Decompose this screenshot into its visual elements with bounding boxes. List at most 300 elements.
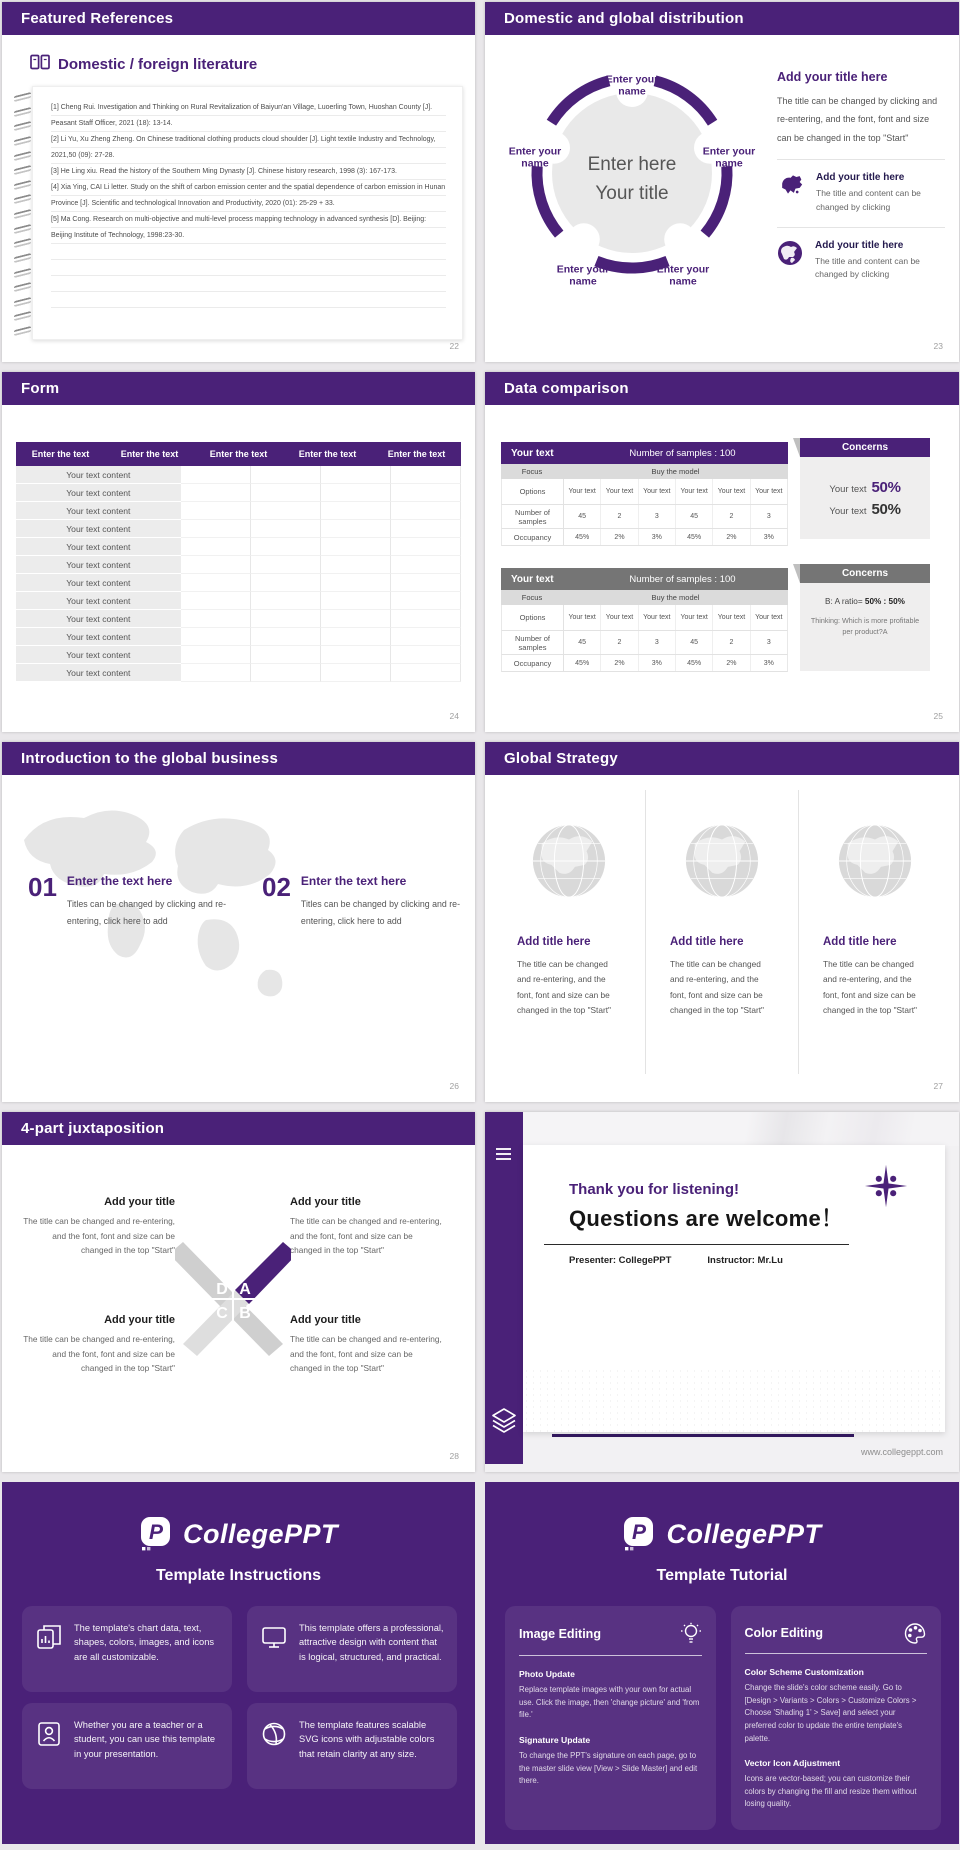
slide-27-global-strategy[interactable] — [485, 742, 959, 1102]
empty-cell — [321, 502, 391, 520]
empty-cell — [181, 574, 251, 592]
slide-thank-you[interactable] — [485, 1112, 959, 1472]
table-header-row — [501, 568, 788, 590]
row-label-cell: Your text content — [16, 592, 181, 610]
item-body: Change the slide's color scheme easily. Go to [Design > Variants > Colors > Customize Colors > Choose 'Shading 1' > Save] and select your preferred color to update the entire template's palette. — [744, 1683, 917, 1743]
list-item — [777, 172, 945, 214]
empty-cell — [391, 646, 461, 664]
slide-24-form[interactable] — [2, 372, 475, 732]
slide-title: Data comparison — [504, 380, 629, 397]
empty-cell — [181, 610, 251, 628]
block-title: Add your title — [290, 1196, 361, 1208]
slide-title-bar — [2, 372, 475, 405]
row-label-cell: Your text content — [16, 628, 181, 646]
table-cell: 3 — [766, 639, 771, 646]
page-number: 26 — [449, 1081, 459, 1091]
numbered-item — [28, 874, 228, 929]
block-body: The title can be changed and re-entering, and the font, font and size can be changed in the top "Start" — [23, 1216, 175, 1256]
slide-23-domestic-global-distribution[interactable] — [485, 2, 959, 362]
item-number: 02 — [262, 872, 291, 902]
diagram-node-label: Enter your name — [656, 263, 710, 288]
tutorial-item — [745, 1667, 928, 1745]
card-text: The template's chart data, text, shapes, colors, images, and icons are all customizable. — [74, 1623, 215, 1662]
table-cell: 2% — [601, 529, 638, 545]
row-label-cell: Your text content — [16, 538, 181, 556]
template-instructions-panel — [2, 1482, 475, 1844]
slide-title-bar — [485, 742, 959, 775]
slide-28-four-part-juxtaposition[interactable] — [2, 1112, 475, 1472]
empty-cell — [391, 502, 461, 520]
block-body: The title can be changed and re-entering, and the font, font and size can be changed in the top "Start" — [290, 1334, 442, 1374]
table-cell: 2% — [713, 655, 750, 671]
column-body: The title can be changed by clicking and re-entering, and the font, font and size can be changed in the top "Start" — [777, 96, 938, 143]
row-label-cell: Your text content — [16, 610, 181, 628]
letter-c: C — [216, 1305, 228, 1322]
instruction-card — [22, 1703, 232, 1789]
empty-cell — [251, 502, 321, 520]
table-row — [16, 628, 461, 646]
reference-entry: [4] Xia Ying, CAI Li letter. Study on the shift of carbon emission center and the spatial dependence of carbon emission in Hunan Province [J]. Scientific and technological Innovation and Productivity, 2020 (01): 25-29 + 33. — [51, 184, 446, 207]
table-cell: 3% — [763, 533, 774, 541]
section-heading-row — [519, 1622, 702, 1656]
empty-cell — [181, 538, 251, 556]
row-label-cell: Your text content — [16, 646, 181, 664]
empty-cell — [391, 664, 461, 682]
questions-welcome-line: Questions are welcome！ — [569, 1206, 844, 1231]
strategy-column — [798, 790, 951, 1074]
focus-value: Buy the model — [651, 467, 700, 476]
page-number: 22 — [449, 341, 459, 351]
block-body: The title can be changed and re-entering, and the font, font and size can be changed in the top "Start" — [290, 1216, 442, 1256]
item-title: Add your title here — [815, 239, 904, 251]
table-row — [16, 664, 461, 682]
numbered-item — [262, 874, 462, 929]
panel-title: Template Tutorial — [656, 1567, 788, 1584]
divider — [777, 159, 945, 160]
item-number: 01 — [28, 872, 57, 902]
column-title: Add title here — [670, 936, 744, 948]
empty-cell — [391, 466, 461, 484]
text-block-bottom-right — [290, 1314, 445, 1376]
ratio-value: 50% : 50% — [864, 597, 905, 606]
id-badge-icon — [35, 1720, 63, 1748]
table-row — [16, 502, 461, 520]
empty-cell — [251, 520, 321, 538]
table-cell: Your text — [755, 488, 783, 495]
card-text: Whether you are a teacher or a student, you can use this template in your presentation. — [74, 1720, 216, 1759]
table-cell: Your text — [676, 479, 713, 504]
ratio-label: B: A ratio= — [825, 597, 863, 606]
instructor-label: Instructor: Mr.Lu — [707, 1255, 783, 1266]
section-heading — [30, 54, 257, 74]
table-header-cell: Enter the text — [298, 449, 357, 459]
item-body: The title and content can be changed by clicking — [815, 255, 920, 280]
table-subheader-row — [501, 464, 788, 479]
empty-cell — [181, 592, 251, 610]
column-title: Add title here — [517, 936, 591, 948]
slide-25-data-comparison[interactable] — [485, 372, 959, 732]
brand-logo — [2, 1482, 475, 1552]
layers-icon — [490, 1406, 518, 1436]
row-cells — [564, 505, 787, 528]
empty-cell — [181, 664, 251, 682]
concerns-header: Concerns — [800, 564, 930, 583]
row-label: Number of samples — [502, 505, 564, 528]
table-title: Your text — [511, 447, 554, 459]
empty-cell — [391, 592, 461, 610]
page-number: 24 — [449, 711, 459, 721]
table-row — [16, 484, 461, 502]
concerns-panel-2 — [793, 564, 930, 671]
slide-title: Featured References — [21, 10, 174, 27]
section-heading-label: Domestic / foreign literature — [58, 55, 258, 73]
page-number: 28 — [449, 1451, 459, 1461]
row-label-cell: Your text content — [16, 484, 181, 502]
table-cell: 45% — [564, 529, 601, 545]
empty-cell — [391, 520, 461, 538]
table-header-cell: Enter the text — [31, 449, 90, 459]
percent-line — [829, 479, 900, 496]
left-purple-bar — [485, 1112, 523, 1464]
hamburger-menu-icon — [496, 1145, 511, 1163]
diagram-node-label: Enter your name — [605, 73, 659, 98]
reference-entry: [1] Cheng Rui. Investigation and Thinking on Rural Revitalization of Baiyun'an Village, Luoerling Town, Huoshan County [J]. Peasant Staff Officer, 2021 (18): 13-14. — [51, 104, 433, 127]
reference-entry: [2] Li Yu, Xu Zheng Zheng. On Chinese traditional clothing products cloud shoulder [J]. Light textile Industry and Technology, 2021,50 (09): 27-28. — [51, 136, 436, 159]
item-body: Titles can be changed by clicking and re-entering, click here to add — [66, 899, 227, 926]
occupancy-row — [501, 655, 788, 672]
tutorial-section-image-editing — [505, 1606, 716, 1830]
column-body: The title can be changed and re-entering, and the font, font and size can be changed in the top "Start" — [517, 959, 611, 1016]
table-cell: 45 — [564, 631, 601, 654]
table-cell: Your text — [639, 479, 676, 504]
table-cell: Your text — [755, 614, 783, 621]
empty-cell — [181, 628, 251, 646]
svg-text:P: P — [148, 1521, 163, 1544]
slide-title: Form — [21, 380, 60, 397]
row-label: Occupancy — [502, 529, 564, 545]
slide-title: 4-part juxtaposition — [21, 1120, 165, 1137]
item-body: Replace template images with your own for actual use. Click the image, then 'change picture' and 'from file.' — [519, 1685, 700, 1720]
thinking-note: Thinking: Which is more profitable per product?A — [810, 616, 920, 637]
empty-cell — [181, 484, 251, 502]
empty-cell — [321, 592, 391, 610]
empty-cell — [181, 502, 251, 520]
empty-cell — [251, 628, 321, 646]
table-row — [16, 466, 461, 484]
palette-icon — [903, 1622, 927, 1644]
empty-cell — [321, 664, 391, 682]
empty-cell — [391, 628, 461, 646]
row-label: Number of samples — [502, 631, 564, 654]
row-cells — [564, 529, 787, 545]
strategy-columns — [493, 790, 951, 1074]
empty-cell — [251, 646, 321, 664]
table-row — [16, 538, 461, 556]
x-ribbon-diagram — [175, 1228, 291, 1358]
empty-cell — [251, 556, 321, 574]
text-block-bottom-left — [20, 1314, 175, 1376]
page-number: 27 — [933, 1081, 943, 1091]
template-tutorial-panel — [485, 1482, 959, 1844]
table-row — [16, 592, 461, 610]
block-title: Add your title — [104, 1314, 175, 1326]
slide-title: Introduction to the global business — [21, 750, 278, 767]
table-header-row — [501, 442, 788, 464]
table-cell: 3 — [639, 505, 676, 528]
empty-cell — [321, 484, 391, 502]
percent-label: Your text — [829, 483, 867, 495]
empty-cell — [181, 520, 251, 538]
reference-entry: [3] He Ling xiu. Read the history of the Southern Ming Dynasty [J]. Chinese history research, 1998 (3): 167-173. — [51, 168, 397, 175]
samples-row — [501, 505, 788, 529]
card-text: This template offers a professional, attractive design with content that is logical, structured, and practical. — [299, 1623, 444, 1662]
block-title: Add your title — [104, 1196, 175, 1208]
table-subheader-row — [501, 590, 788, 605]
empty-cell — [321, 466, 391, 484]
samples-header: Number of samples : 100 — [629, 573, 736, 585]
thank-you-line: Thank you for listening! — [569, 1181, 740, 1198]
list-item — [777, 240, 945, 282]
monitor-icon — [260, 1623, 288, 1651]
book-icon — [30, 54, 50, 74]
empty-cell — [251, 538, 321, 556]
table-cell: 3% — [763, 659, 774, 667]
table-cell: 45 — [676, 631, 713, 654]
table-row — [16, 574, 461, 592]
slide-title: Global Strategy — [504, 750, 618, 767]
options-row — [501, 479, 788, 505]
empty-cell — [391, 574, 461, 592]
letter-b: B — [239, 1305, 251, 1322]
row-cells — [564, 479, 787, 504]
globe-icon — [530, 822, 608, 900]
references-list — [51, 100, 446, 318]
strategy-column — [493, 790, 645, 1074]
bulb-icon — [680, 1622, 702, 1646]
ratio-line — [810, 597, 920, 606]
instruction-card — [247, 1703, 457, 1789]
concerns-header: Concerns — [800, 438, 930, 457]
tutorial-item — [519, 1669, 702, 1722]
empty-cell — [321, 610, 391, 628]
instruction-card — [22, 1606, 232, 1692]
form-table — [16, 442, 461, 682]
item-title: Vector Icon Adjustment — [744, 1758, 841, 1769]
item-title: Signature Update — [519, 1734, 591, 1745]
reference-entry: [5] Ma Cong. Research on multi-objective and multi-level process mapping technology in advanced synthesis [D]. Beijing: Beijing Institute of Technology, 1998:23-30. — [51, 216, 427, 239]
table-cell: Your text — [713, 479, 750, 504]
collegeppt-logo-icon — [139, 1516, 173, 1552]
empty-cell — [251, 466, 321, 484]
globe-icon — [836, 822, 914, 900]
percent-value: 50% — [871, 500, 901, 518]
section-heading: Color Editing — [744, 1626, 823, 1640]
comparison-table-2 — [501, 568, 788, 672]
tutorial-section-color-editing — [731, 1606, 942, 1830]
text-block-top-right — [290, 1196, 445, 1258]
credits-row — [569, 1255, 783, 1266]
row-label-cell: Your text content — [16, 664, 181, 682]
row-label-cell: Your text content — [16, 466, 181, 484]
references-paper — [32, 86, 463, 340]
diagram-node-label: Enter your name — [702, 145, 756, 170]
table-cell: 45 — [564, 505, 601, 528]
table-cell: 2% — [601, 655, 638, 671]
row-label-cell: Your text content — [16, 556, 181, 574]
table-cell: 2 — [713, 631, 750, 654]
occupancy-row — [501, 529, 788, 546]
brand-name: CollegePPT — [666, 1518, 822, 1549]
empty-cell — [251, 610, 321, 628]
table-cell: 3 — [766, 513, 771, 520]
empty-cell — [321, 538, 391, 556]
circular-diagram — [507, 46, 757, 306]
slide-title-bar — [485, 2, 959, 35]
strategy-column — [645, 790, 798, 1074]
website-url: www.collegeppt.com — [860, 1447, 943, 1457]
card-text: The template features scalable SVG icons with adjustable colors that retain clarity at any size. — [299, 1720, 435, 1759]
focus-value: Buy the model — [651, 593, 700, 602]
percent-label: Your text — [829, 505, 867, 517]
empty-cell — [391, 556, 461, 574]
table-title: Your text — [511, 573, 554, 585]
collegeppt-logo-icon — [622, 1516, 656, 1552]
table-cell: Your text — [601, 605, 638, 630]
row-label: Occupancy — [502, 655, 564, 671]
empty-cell — [321, 646, 391, 664]
center-line-1: Enter here — [587, 154, 677, 175]
table-cell: Your text — [676, 605, 713, 630]
focus-label: Focus — [521, 593, 543, 602]
instruction-cards — [22, 1606, 457, 1789]
tutorial-item — [519, 1735, 702, 1788]
table-header-row — [16, 442, 461, 466]
table-header-cell: Enter the text — [387, 449, 446, 459]
row-label-cell: Your text content — [16, 574, 181, 592]
notebook-spiral-decoration — [14, 94, 34, 334]
globe-icon — [777, 240, 803, 271]
section-heading: Image Editing — [519, 1627, 601, 1641]
options-row — [501, 605, 788, 631]
percent-value: 50% — [871, 478, 901, 496]
table-cell: Your text — [564, 605, 601, 630]
slide-title-bar — [2, 2, 475, 35]
table-row — [16, 646, 461, 664]
table-cell: Your text — [601, 479, 638, 504]
item-body: Titles can be changed by clicking and re-entering, click here to add — [300, 899, 461, 926]
brand-name: CollegePPT — [182, 1518, 339, 1549]
item-title: Enter the text here — [300, 874, 407, 888]
empty-cell — [321, 556, 391, 574]
text-block-top-left — [20, 1196, 175, 1258]
percent-line — [829, 501, 900, 518]
underline-rule — [544, 1244, 849, 1245]
dotted-mesh-decoration — [523, 1368, 945, 1432]
numbered-items — [28, 874, 465, 929]
samples-row — [501, 631, 788, 655]
row-cells — [564, 631, 787, 654]
focus-label: Focus — [521, 467, 543, 476]
table-body — [16, 466, 461, 682]
concerns-body — [800, 457, 930, 539]
row-cells — [564, 605, 787, 630]
concerns-panel-1 — [793, 438, 930, 539]
empty-cell — [391, 538, 461, 556]
table-cell: 3% — [639, 655, 676, 671]
table-row — [16, 520, 461, 538]
page-number: 23 — [933, 341, 943, 351]
table-cell: 45% — [676, 655, 713, 671]
compass-star-logo — [863, 1163, 909, 1209]
slide-title-bar — [485, 372, 959, 405]
empty-cell — [181, 556, 251, 574]
table-cell: 2 — [713, 505, 750, 528]
table-cell: Your text — [564, 479, 601, 504]
center-line-2: Your title — [595, 183, 669, 205]
slide-title: Domestic and global distribution — [504, 10, 744, 27]
vector-ball-icon — [260, 1720, 288, 1748]
thank-you-card — [523, 1145, 945, 1432]
diagram-center-title — [557, 150, 707, 209]
empty-cell — [251, 592, 321, 610]
table-cell: 45 — [676, 505, 713, 528]
letter-d: D — [216, 1281, 228, 1298]
brand-logo — [485, 1482, 959, 1552]
table-header-cell: Enter the text — [120, 449, 179, 459]
table-cell: 2 — [601, 631, 638, 654]
table-header-cell: Enter the text — [209, 449, 268, 459]
concerns-body — [800, 583, 930, 671]
presenter-label: Presenter: CollegePPT — [569, 1255, 672, 1266]
table-cell: 3 — [639, 631, 676, 654]
empty-cell — [391, 610, 461, 628]
slide-26-global-business-intro[interactable] — [2, 742, 475, 1102]
table-cell: 45% — [676, 529, 713, 545]
slide-title-bar — [2, 1112, 475, 1145]
comparison-table-1 — [501, 442, 788, 546]
table-cell: Your text — [639, 605, 676, 630]
item-title: Enter the text here — [66, 874, 173, 888]
slide-22-featured-references[interactable] — [2, 2, 475, 362]
column-title: Add your title here — [777, 70, 888, 84]
globe-icon — [683, 822, 761, 900]
item-title: Color Scheme Customization — [744, 1667, 864, 1677]
row-label: Options — [502, 479, 564, 504]
table-cell: 45% — [564, 655, 601, 671]
tutorial-sections — [505, 1606, 941, 1830]
table-cell: Your text — [713, 605, 750, 630]
item-title: Add your title here — [816, 172, 905, 184]
table-cell: 2% — [713, 529, 750, 545]
row-cells — [564, 655, 787, 671]
panel-title: Template Instructions — [155, 1567, 322, 1584]
divider — [777, 227, 945, 228]
empty-cell — [251, 574, 321, 592]
item-body: To change the PPT's signature on each page, go to the master slide view [View > Slide Master] and edit there. — [519, 1750, 698, 1786]
block-title: Add your title — [290, 1314, 361, 1326]
item-body: Icons are vector-based; you can customize their colors by changing the fill and resize them without losing quality. — [744, 1774, 917, 1809]
empty-cell — [391, 484, 461, 502]
tutorial-item — [745, 1758, 928, 1811]
letter-a: A — [239, 1281, 251, 1298]
chart-documents-icon — [35, 1623, 63, 1651]
column-title: Add title here — [823, 936, 897, 948]
table-row — [16, 556, 461, 574]
empty-cell — [181, 466, 251, 484]
empty-cell — [251, 484, 321, 502]
row-label-cell: Your text content — [16, 520, 181, 538]
column-body: The title can be changed and re-entering, and the font, font and size can be changed in the top "Start" — [823, 959, 917, 1016]
